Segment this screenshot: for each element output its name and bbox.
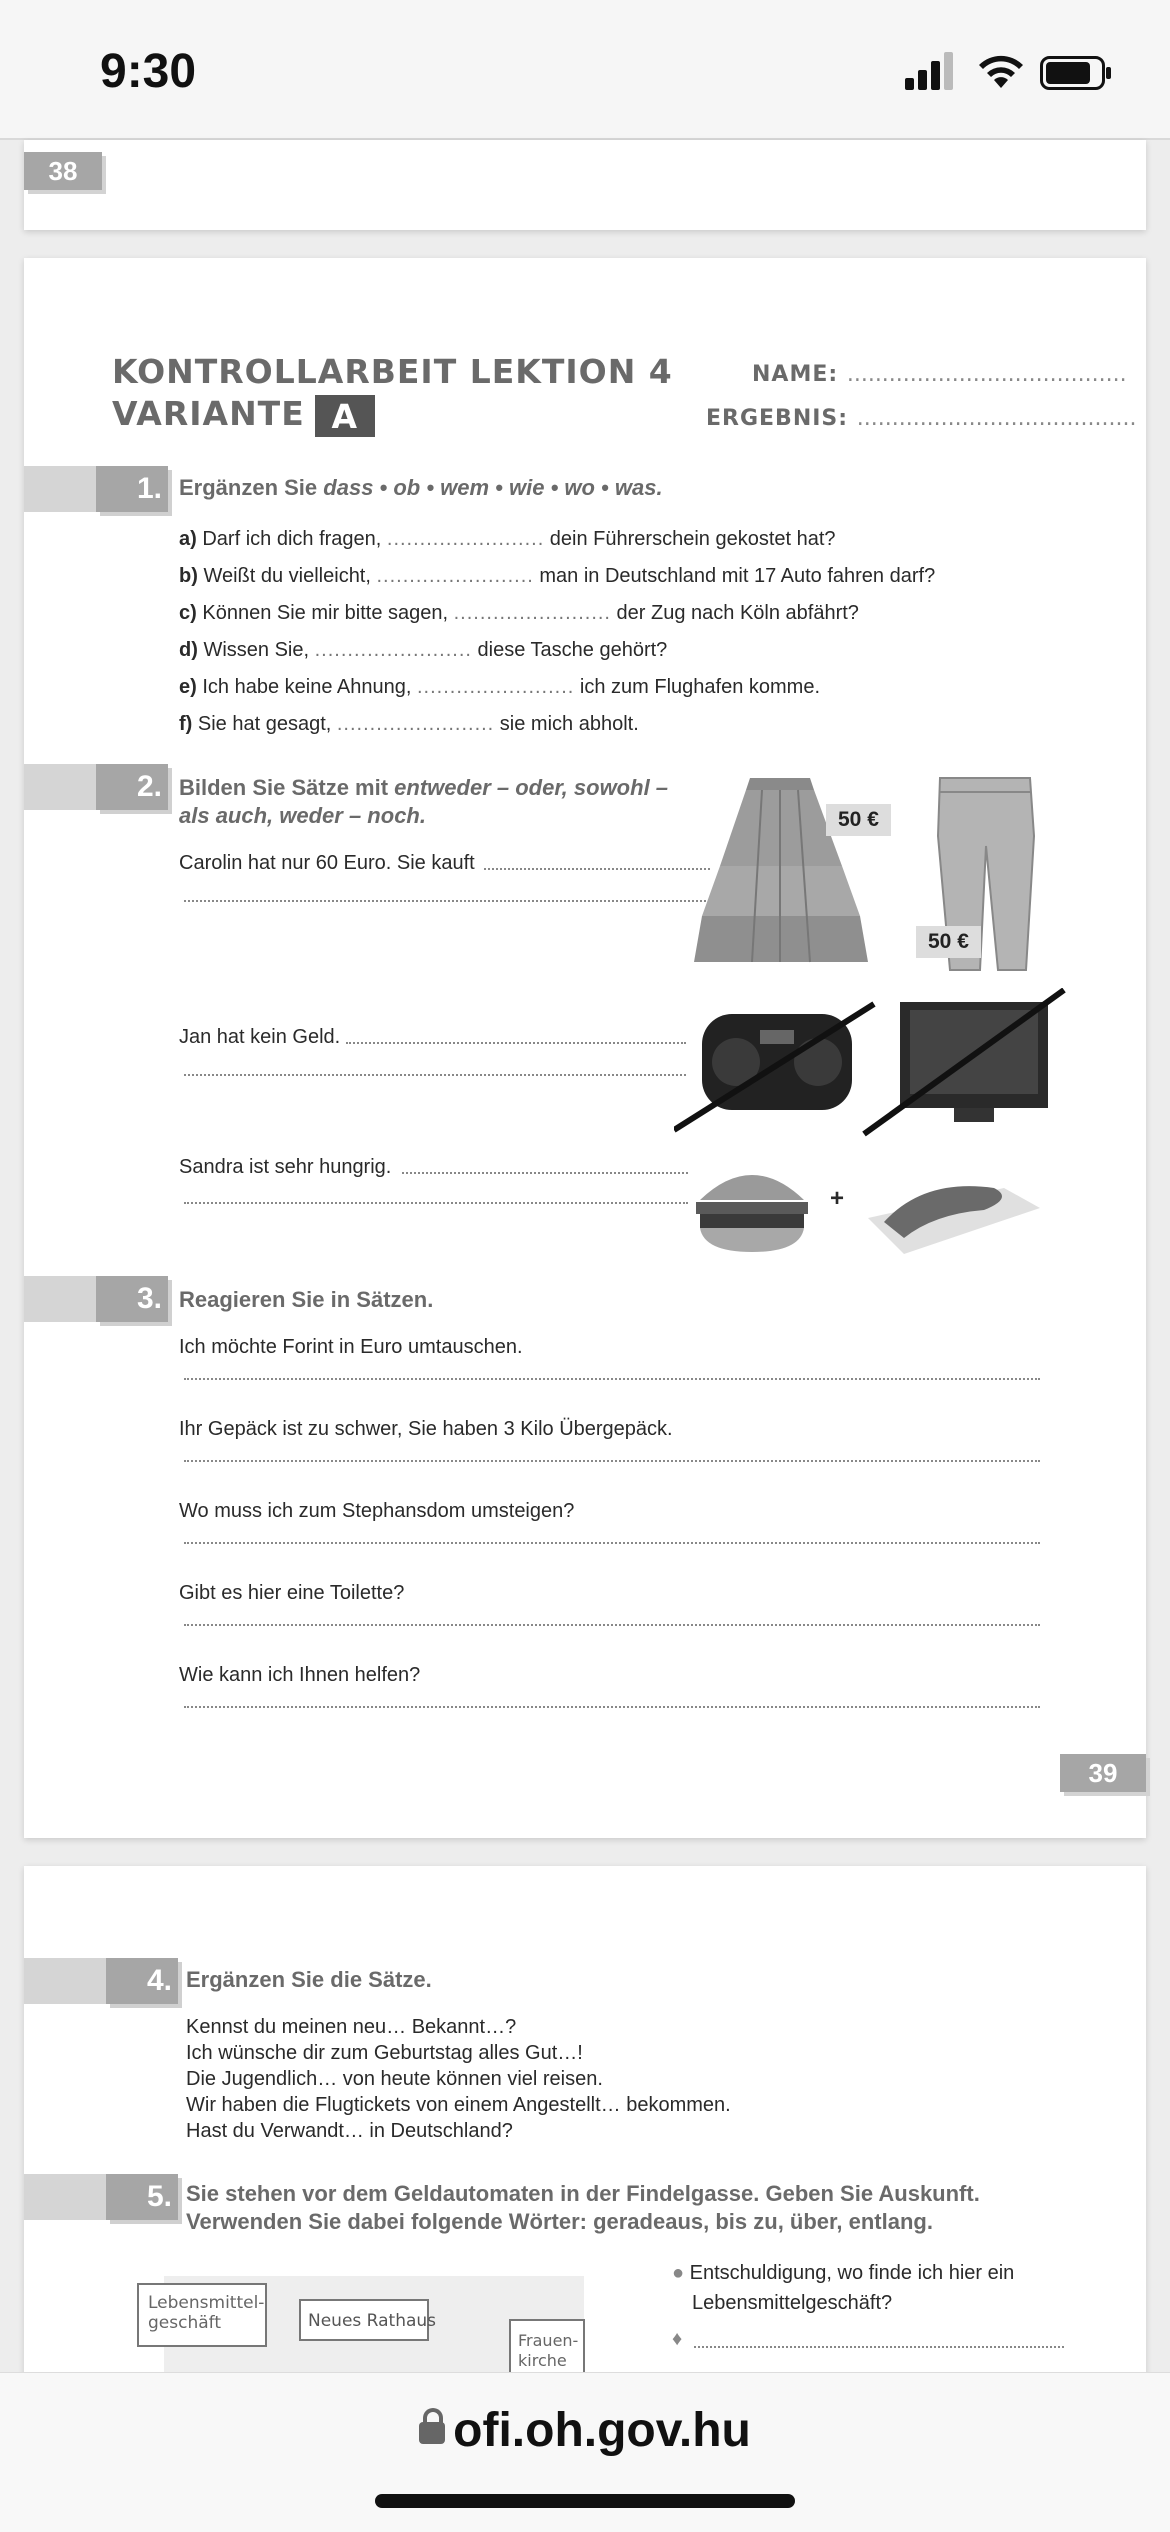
answer-line[interactable] (694, 2346, 1064, 2348)
answer-line[interactable] (184, 1460, 1040, 1462)
section-heading: Ergänzen Sie dass • ob • wem • wie • wo • was. (179, 475, 663, 500)
answer-line[interactable] (184, 900, 710, 902)
exercise-line: Ich wünsche dir zum Geburtstag alles Gut…! (186, 2042, 583, 2064)
section-number: 4. (24, 1958, 178, 2004)
price-tag: 50 € (916, 926, 981, 958)
prompt-text: Gibt es hier eine Toilette? (179, 1582, 405, 1604)
status-bar (0, 0, 1170, 140)
fill-blank[interactable]: ........................ (376, 565, 534, 587)
answer-line[interactable] (484, 868, 710, 870)
name-field[interactable]: NAME: ........................................ (752, 362, 1127, 387)
prompt-text: Sandra ist sehr hungrig. (179, 1156, 392, 1178)
map-label: geschäft (148, 2313, 221, 2333)
dialog-bullet: ● Entschuldigung, wo finde ich hier ein (672, 2262, 1015, 2284)
cellular-signal-icon (905, 50, 957, 90)
variant-badge: A (315, 395, 375, 437)
answer-line[interactable] (184, 1542, 1040, 1544)
burger-image (692, 1156, 812, 1256)
map-label: Frauen- (518, 2331, 579, 2350)
section-heading: Bilden Sie Sätze mit entweder – oder, sowohl – als auch, weder – noch. (179, 775, 669, 828)
section-heading: Reagieren Sie in Sätzen. (179, 1287, 434, 1312)
home-indicator[interactable] (375, 2494, 795, 2508)
plus-sign: + (830, 1185, 845, 1212)
radio-image (674, 996, 884, 1136)
exercise-line: Kennst du meinen neu… Bekannt…? (186, 2016, 517, 2038)
section-heading: Ergänzen Sie die Sätze. (186, 1967, 432, 1992)
page-38 (24, 140, 1146, 230)
prompt-text: Carolin hat nur 60 Euro. Sie kauft (179, 852, 475, 874)
answer-line[interactable] (402, 1172, 688, 1174)
section-number: 3. (24, 1276, 168, 1322)
wifi-icon (975, 50, 1027, 90)
answer-line[interactable] (346, 1042, 686, 1044)
fill-blank[interactable]: ........................ (416, 676, 575, 698)
map-label: Lebensmittel- (148, 2293, 265, 2313)
prompt-text: Ich möchte Forint in Euro umtauschen. (179, 1336, 523, 1358)
exercise-item: d) Wissen Sie, ........................ diese Tasche gehört? (179, 639, 668, 661)
dialog-text: Lebensmittelgeschäft? (692, 2292, 893, 2314)
prompt-text: Wie kann ich Ihnen helfen? (179, 1664, 421, 1686)
prompt-text: Wo muss ich zum Stephansdom umsteigen? (179, 1500, 575, 1522)
dialog-bullet: ♦ (672, 2328, 683, 2350)
price-tag: 50 € (826, 804, 891, 836)
answer-line[interactable] (184, 1706, 1040, 1708)
page-number: 39 (1060, 1754, 1146, 1792)
battery-icon (1040, 56, 1114, 90)
answer-line[interactable] (184, 1074, 686, 1076)
prompt-text: Jan hat kein Geld. (179, 1026, 341, 1048)
exercise-line: Wir haben die Flugtickets von einem Angestellt… bekommen. (186, 2094, 731, 2116)
test-title: KONTROLLARBEIT LEKTION 4 (112, 352, 673, 391)
url-display[interactable]: ofi.oh.gov.hu (0, 2403, 1170, 2458)
variant-title: VARIANTE A (112, 394, 375, 437)
section-number: 1. (24, 466, 168, 512)
fill-blank[interactable]: ........................ (336, 713, 495, 735)
fill-blank[interactable]: ........................ (453, 602, 611, 624)
browser-url-bar[interactable] (0, 2372, 1170, 2532)
page-39 (24, 258, 1146, 1838)
fill-blank[interactable]: ........................ (314, 639, 472, 661)
answer-line[interactable] (184, 1624, 1040, 1626)
exercise-item: c) Können Sie mir bitte sagen, ........................ der Zug nach Köln abfährt? (179, 602, 859, 624)
section-number: 2. (24, 764, 168, 810)
page-number: 38 (24, 152, 102, 190)
hotdog-image (864, 1158, 1044, 1258)
tv-image (858, 988, 1072, 1138)
clock: 9:30 (100, 45, 197, 98)
section-heading: Sie stehen vor dem Geldautomaten in der Findelgasse. Geben Sie Auskunft. Verwenden Sie dabei folgende Wörter: geradeaus, bis zu, über, entlang. (186, 2181, 980, 2234)
section-number: 5. (24, 2174, 178, 2220)
exercise-item: b) Weißt du vielleicht, ........................ man in Deutschland mit 17 Auto fahren darf? (179, 565, 936, 587)
answer-line[interactable] (184, 1202, 688, 1204)
exercise-line: Die Jugendlich… von heute können viel reisen. (186, 2068, 603, 2090)
result-field[interactable]: ERGEBNIS: ........................................ (706, 406, 1137, 431)
map-label: Neues Rathaus (308, 2311, 437, 2331)
exercise-item: f) Sie hat gesagt, ........................ sie mich abholt. (179, 713, 639, 735)
exercise-item: e) Ich habe keine Ahnung, ........................ ich zum Flughafen komme. (179, 676, 820, 698)
map-label: kirche (518, 2351, 567, 2370)
lock-icon (419, 2422, 445, 2444)
answer-line[interactable] (184, 1378, 1040, 1380)
fill-blank[interactable]: ........................ (386, 528, 545, 550)
exercise-item: a) Darf ich dich fragen, ........................ dein Führerschein gekostet hat? (179, 528, 836, 550)
prompt-text: Ihr Gepäck ist zu schwer, Sie haben 3 Kilo Übergepäck. (179, 1418, 673, 1440)
exercise-line: Hast du Verwandt… in Deutschland? (186, 2120, 513, 2142)
page-40 (24, 1866, 1146, 2406)
